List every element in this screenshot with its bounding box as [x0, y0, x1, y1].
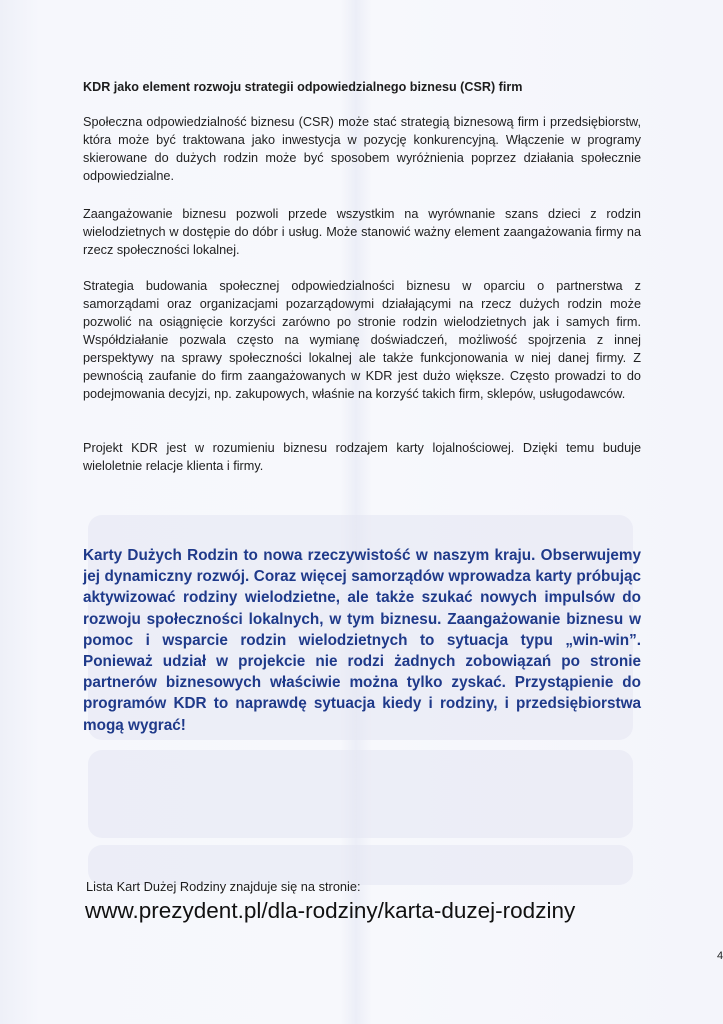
- list-label: Lista Kart Dużej Rodziny znajduje się na stronie:: [86, 879, 361, 894]
- body-paragraph: Strategia budowania społecznej odpowiedzialności biznesu w oparciu o partnerstwa z samorządami oraz organizacjami pozarządowymi działającymi na rzecz dużych rodzin może pozwolić na osiągnięcie korzyści zarówno po stronie rodzin wielodzietnych jak i samych firm. Współdziałanie pozwala często na wymianę doświadczeń, możliwość spojrzenia z innej perspektywy na sprawy społeczności lokalnej ale także funkcjonowania w niej danej firmy. Z pewnością zaufanie do firm zaangażowanych w KDR jest dużo większe. Często prowadzi to do podejmowania decyjzi, np. zakupowych, właśnie na korzyść takich firm, sklepów, usługodawców.: [83, 279, 641, 401]
- body-paragraph: Społeczna odpowiedzialność biznesu (CSR) może stać strategią biznesową firm i przedsiębiorstw, która może być traktowana jako inwestycja w pozycję konkurencyjną. Włączenie w programy skierowane do dużych rodzin może być sposobem wyróżnienia poprzez działania społecznie odpowiedzialne.: [83, 115, 641, 183]
- bleed-through-shape: [88, 750, 633, 838]
- body-paragraph: Projekt KDR jest w rozumieniu biznesu rodzajem karty lojalnościowej. Dzięki temu buduje wieloletnie relacje klienta i firmy.: [83, 441, 641, 473]
- page-number: 4: [717, 950, 723, 962]
- website-url[interactable]: www.prezydent.pl/dla-rodziny/karta-duzej-rodziny: [85, 898, 576, 923]
- highlight-statement: Karty Dużych Rodzin to nowa rzeczywistość w naszym kraju. Obserwujemy jej dynamiczny rozwój. Coraz więcej samorządów wprowadza karty próbując aktywizować rodziny wielodzietne, ale także szukać nowych impulsów do rozwoju społeczności lokalnych, w tym biznesu. Zaangażowanie biznesu w pomoc i wsparcie rodzin wielodzietnych to sytuacja typu „win-win”. Ponieważ udział w projekcie nie rodzi żadnych zobowiązań po stronie partnerów biznesowych właściwie można tylko zyskać. Przystąpienie do programów KDR to naprawdę sytuacja kiedy i rodziny, i przedsiębiorstwa mogą wygrać!: [83, 547, 641, 734]
- section-heading: KDR jako element rozwoju strategii odpowiedzialnego biznesu (CSR) firm: [83, 80, 523, 94]
- body-paragraph: Zaangażowanie biznesu pozwoli przede wszystkim na wyrównanie szans dzieci z rodzin wielodzietnych w dostępie do dóbr i usług. Może stanowić ważny element zaangażowania firmy na rzecz społeczności lokalnej.: [83, 207, 641, 257]
